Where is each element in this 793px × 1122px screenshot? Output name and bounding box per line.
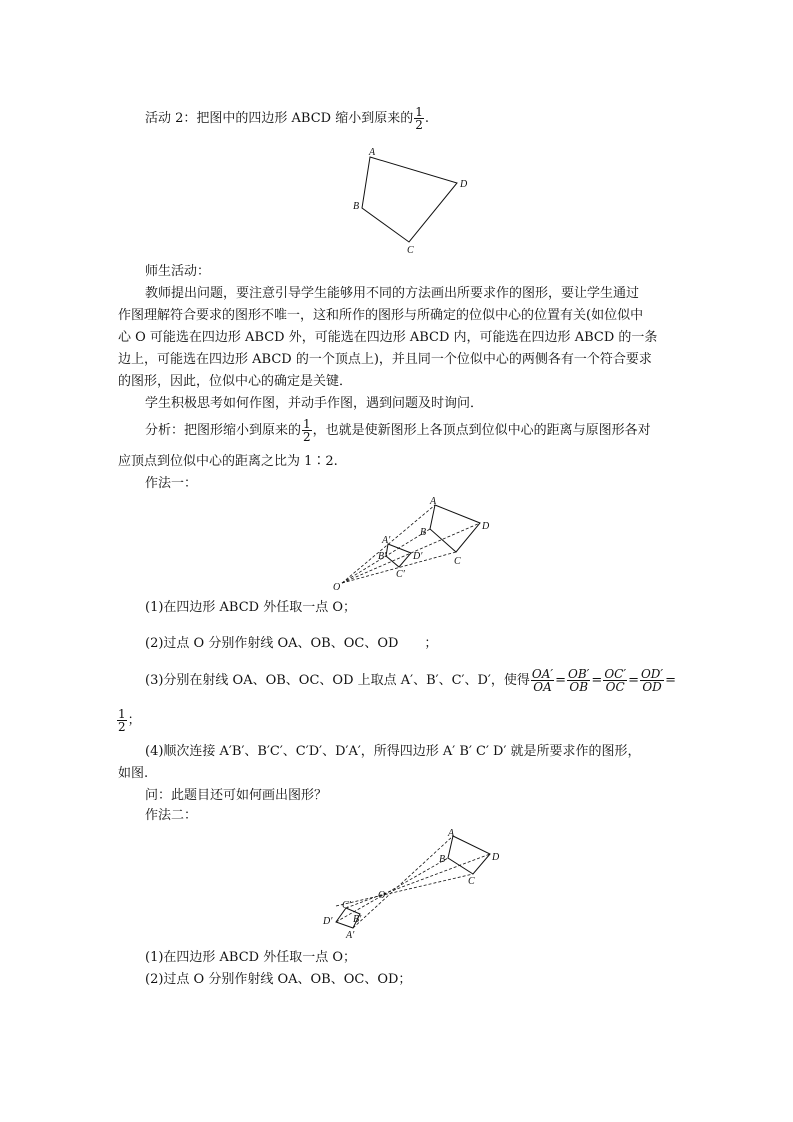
analysis-fraction-half [302,418,312,443]
method1-step-1: (1)在四边形 ABCD 外任取一点 O； [145,600,357,615]
fraction-numerator: 1 [303,417,311,431]
fig2-label-d: D [482,521,490,532]
fraction-half [117,708,127,733]
figure-quadrilateral-abcd [345,145,475,255]
fig3-label-a-prime: A′ [346,930,355,941]
ratio-ob [567,668,590,693]
fig2-label-d-prime: D′ [413,551,423,562]
teacher-paragraph-line-1: 教师提出问题，要注意引导学生能够用不同的方法画出所要求作的图形，要让学生通过 [145,286,640,301]
question-text: 问：此题目还可如何画出图形？ [145,788,328,803]
ratio-denominator: OA [533,680,552,694]
ratio-numerator: OD′ [640,667,664,681]
method1-step-4-line-2: 如图. [118,766,149,781]
method1-step-3-continued [116,708,141,733]
method1-step-3-text: (3)分别在射线 OA、OB、OC、OD 上取点 A′、B′、C′、D′，使得 [145,673,530,688]
fig3-label-c: C [468,876,475,887]
ratio-oa [531,668,554,693]
teacher-paragraph-line-3: 心 O 可能选在四边形 ABCD 外，可能选在四边形 ABCD 内，可能选在四边形 ABCD 的一条 [118,330,658,345]
fig2-label-a-prime: A′ [382,535,391,546]
analysis-text-a: 分析：把图形缩小到原来的 [145,423,302,438]
ratio-oc [603,668,627,693]
teacher-paragraph-line-5: 的图形，因此，位似中心的确定是关键． [118,374,353,389]
ratio-denominator: OB [569,680,589,694]
fig3-label-b-prime: B′ [353,914,362,925]
fig2-label-a: A [430,496,437,507]
fig3-label-c-prime: C′ [342,900,351,911]
method1-step-3 [145,668,676,693]
method2-heading: 作法二： [145,808,198,823]
fraction-numerator: 1 [415,105,423,119]
fig3-label-d-prime: D′ [323,916,333,927]
ratio-od [640,668,664,693]
fig2-label-o: O [333,582,341,593]
student-paragraph: 学生积极思考如何作图，并动手作图，遇到问题及时询问． [145,396,484,411]
method1-step-4-line-1: (4)顺次连接 A′B′、B′C′、C′D′、D′A′，所得四边形 A′ B′ C′ D′ 就是所要求作的图形， [145,744,641,759]
analysis-line-1 [145,418,651,443]
teacher-heading: 师生活动： [145,264,211,279]
equals-sign: = [628,673,639,688]
figure-method1-homothety [330,493,500,593]
analysis-line-2: 应顶点到位似中心的距离之比为 1∶2. [118,454,338,469]
fraction-denominator: 2 [303,430,311,444]
method1-heading: 作法一： [145,476,198,491]
fig1-label-d: D [460,179,468,190]
fraction-denominator: 2 [415,118,423,132]
equals-sign: = [591,673,603,688]
fig3-label-d: D [492,852,500,863]
fig1-label-a: A [369,147,376,158]
fig2-label-c-prime: C′ [396,569,405,580]
fig2-label-b: B [420,527,427,538]
ratio-numerator: OB′ [568,667,590,681]
equals-sign: = [665,673,677,688]
ratio-denominator: OD [642,680,662,694]
method2-step-2: (2)过点 O 分别作射线 OA、OB、OC、OD； [145,972,412,987]
fraction-numerator: 1 [118,707,126,721]
semicolon: ； [127,713,141,728]
activity-title-end: . [424,111,430,126]
fig2-label-b-prime: B′ [378,551,387,562]
fig3-label-a: A [448,828,455,839]
activity-title [145,106,429,131]
ratio-numerator: OC′ [604,667,627,681]
ratio-denominator: OC [605,680,625,694]
fig2-label-c: C [454,556,461,567]
activity-title-text: 活动 2：把图中的四边形 ABCD 缩小到原来的 [145,111,414,126]
fig3-label-b: B [439,854,446,865]
fraction-half [414,106,424,131]
equals-sign: = [555,673,567,688]
method1-step-2: (2)过点 O 分别作射线 OA、OB、OC、OD ； [145,636,438,651]
analysis-text-b: ，也就是使新图形上各顶点到位似中心的距离与原图形各对 [312,423,651,438]
teacher-paragraph-line-4: 边上，可能选在四边形 ABCD 的一个顶点上)，并且同一个位似中心的两侧各有一个符合要求 [118,352,652,367]
fraction-denominator: 2 [118,720,126,734]
figure-method2-homothety [318,826,503,946]
fig3-label-o: O [378,890,386,901]
teacher-paragraph-line-2: 作图理解符合要求的图形不唯一，这和所作的图形与所确定的位似中心的位置有关(如位似中 [118,308,644,323]
fig1-label-b: B [353,201,360,212]
ratio-numerator: OA′ [531,667,554,681]
method2-step-1: (1)在四边形 ABCD 外任取一点 O； [145,950,357,965]
fig1-label-c: C [407,245,414,255]
